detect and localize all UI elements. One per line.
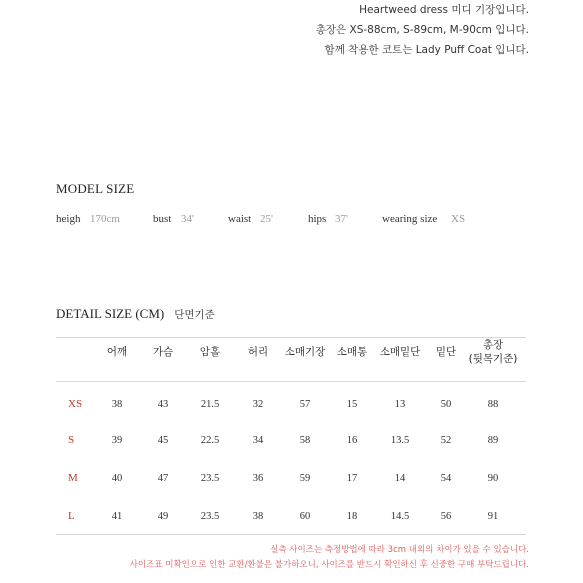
table-cell: 38 — [252, 511, 264, 522]
model-wearing-size-label: wearing size — [382, 213, 438, 225]
model-waist-label: waist — [228, 213, 252, 225]
table-cell: 58 — [299, 435, 311, 446]
table-cell: 59 — [299, 473, 311, 484]
model-hips-value: 37' — [335, 213, 348, 225]
size-label-l: L — [68, 510, 75, 522]
table-header-rule — [56, 381, 526, 382]
table-cell: 52 — [440, 435, 452, 446]
table-cell: 39 — [111, 435, 123, 446]
detail-size-heading: DETAIL SIZE (CM) — [56, 306, 165, 321]
table-cell: 14.5 — [390, 511, 410, 522]
table-cell: 50 — [440, 399, 452, 410]
table-cell: 47 — [157, 473, 169, 484]
table-cell: 18 — [346, 511, 358, 522]
table-cell: 13 — [394, 399, 406, 410]
table-cell: 38 — [111, 399, 123, 410]
table-cell: 57 — [299, 399, 311, 410]
model-bust-label: bust — [153, 213, 172, 225]
table-cell: 49 — [157, 511, 169, 522]
model-size-title: MODEL SIZE — [56, 181, 135, 196]
table-cell: 21.5 — [200, 399, 220, 410]
model-height-value: 170cm — [90, 213, 120, 225]
table-cell: 56 — [440, 511, 452, 522]
table-cell: 32 — [252, 399, 264, 410]
table-cell: 41 — [111, 511, 123, 522]
col-header-waist: 허리 — [247, 346, 269, 358]
table-cell: 14 — [394, 473, 406, 484]
model-waist-value: 25' — [260, 213, 273, 225]
col-header-armhole: 암홀 — [199, 346, 221, 358]
product-description — [316, 0, 529, 60]
table-cell: 90 — [487, 473, 499, 484]
col-header-shoulder: 어깨 — [106, 346, 128, 358]
note-line: 사이즈표 미확인으로 인한 교환/환불은 불가하오니, 사이즈를 반드시 확인하신 후 신중한 구매 부탁드립니다. — [129, 560, 529, 570]
intro-line: 총장은 XS-88cm, S-89cm, M-90cm 입니다. — [315, 24, 529, 36]
col-header-chest: 가슴 — [152, 346, 174, 358]
model-hips-label: hips — [308, 213, 327, 225]
model-bust-value: 34' — [181, 213, 194, 225]
table-cell: 15 — [346, 399, 358, 410]
table-cell: 23.5 — [200, 473, 220, 484]
size-label-m: M — [68, 472, 78, 484]
table-cell: 91 — [487, 511, 499, 522]
note-line: 실측 사이즈는 측정방법에 따라 3cm 내외의 차이가 있을 수 있습니다. — [270, 545, 529, 555]
size-label-s: S — [68, 434, 75, 446]
col-header-sleeve-length: 소매기장 — [284, 346, 326, 358]
table-cell: 88 — [487, 399, 499, 410]
table-cell: 16 — [346, 435, 358, 446]
table-cell: 45 — [157, 435, 169, 446]
table-cell: 60 — [299, 511, 311, 522]
size-notes — [130, 543, 529, 573]
table-cell: 36 — [252, 473, 264, 484]
table-top-rule — [56, 337, 526, 338]
intro-line: 함께 착용한 코트는 Lady Puff Coat 입니다. — [324, 44, 529, 56]
table-cell: 22.5 — [200, 435, 220, 446]
col-header-cuff: 소매밑단 — [379, 346, 421, 358]
table-cell: 23.5 — [200, 511, 220, 522]
table-bottom-rule — [56, 534, 526, 535]
table-cell: 13.5 — [390, 435, 410, 446]
detail-size-title — [56, 306, 215, 322]
table-cell: 17 — [346, 473, 358, 484]
model-height-label: heigh — [56, 213, 81, 225]
size-label-xs: XS — [68, 398, 83, 410]
table-cell: 40 — [111, 473, 123, 484]
table-cell: 34 — [252, 435, 264, 446]
table-cell: 43 — [157, 399, 169, 410]
col-header-hem: 밑단 — [435, 346, 457, 358]
detail-size-subtitle: 단면기준 — [174, 309, 215, 321]
table-cell: 89 — [487, 435, 499, 446]
table-cell: 54 — [440, 473, 452, 484]
col-header-total-length: 총장 (뒷목기준) — [468, 339, 518, 365]
model-wearing-size-value: XS — [451, 213, 466, 225]
intro-line: Heartweed dress 미디 기장입니다. — [359, 4, 529, 16]
col-header-sleeve-width: 소매통 — [336, 346, 368, 358]
